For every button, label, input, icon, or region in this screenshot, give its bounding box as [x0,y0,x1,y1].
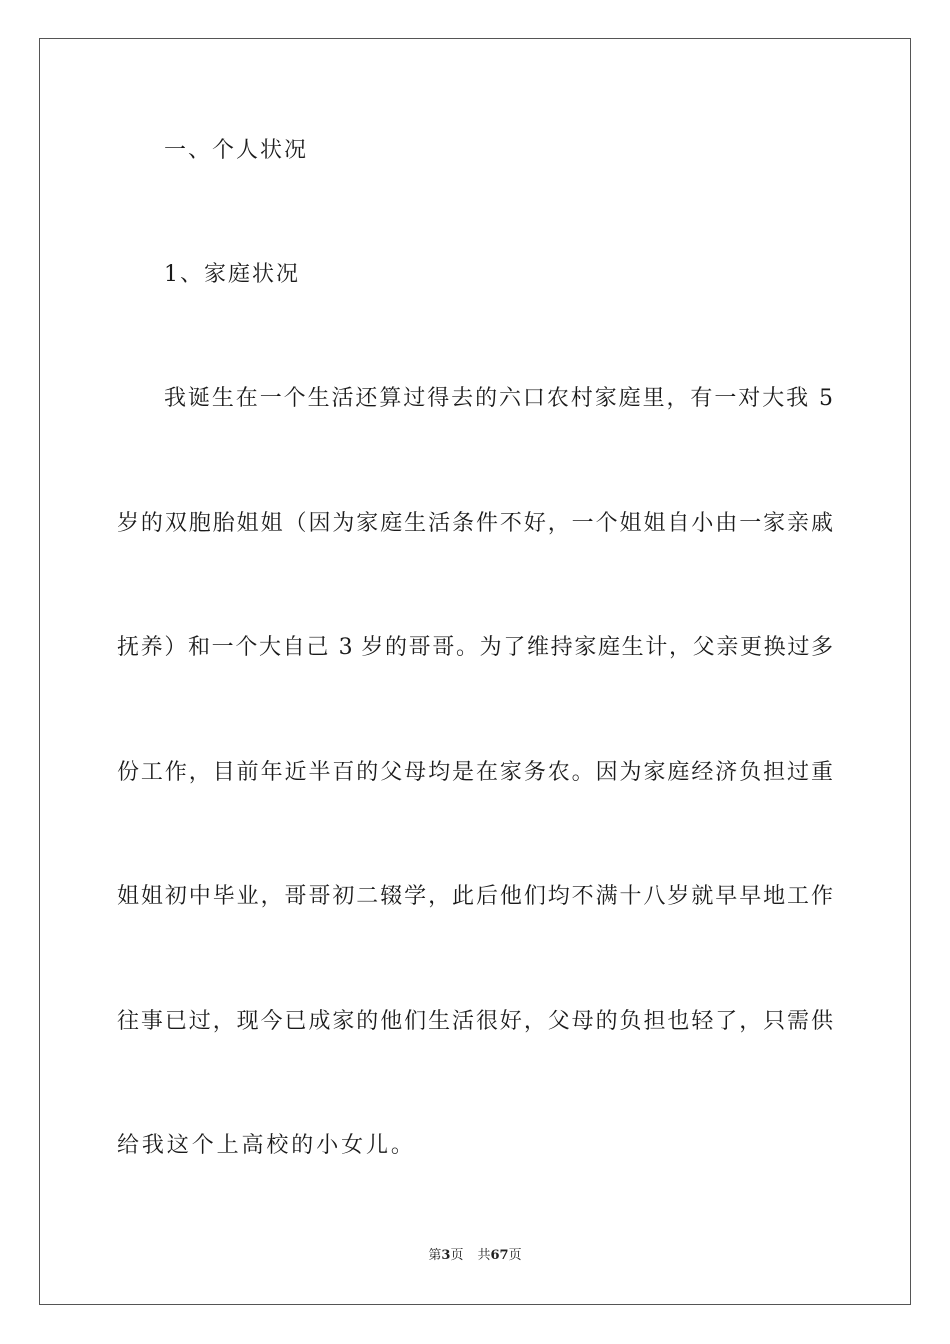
page-border [39,38,911,1305]
section-heading: 一、个人状况 [164,138,309,163]
footer-total-prefix: 共 [477,1248,491,1263]
paragraph-line: 份工作，目前年近半百的父母均是在家务农。因为家庭经济负担过重 [117,760,833,785]
paragraph-line: 姐姐初中毕业，哥哥初二辍学，此后他们均不满十八岁就早早地工作 [117,884,833,909]
footer-page-suffix: 页 [450,1248,464,1263]
footer-page-number: 3 [441,1248,451,1263]
paragraph-line: 抚养）和一个大自己 3 岁的哥哥。为了维持家庭生计，父亲更换过多 [117,635,833,660]
paragraph-line: 往事已过，现今已成家的他们生活很好，父母的负担也轻了，只需供 [117,1009,833,1034]
footer-page-prefix: 第 [428,1248,442,1263]
paragraph-line: 我诞生在一个生活还算过得去的六口农村家庭里，有一对大我 5 [164,386,833,411]
paragraph-line: 给我这个上高校的小女儿。 [117,1133,416,1158]
footer-total-pages: 67 [490,1248,509,1263]
footer-total-suffix: 页 [508,1248,522,1263]
paragraph-line: 岁的双胞胎姐姐（因为家庭生活条件不好，一个姐姐自小由一家亲戚 [117,511,833,536]
subsection-heading: 1、家庭状况 [164,262,300,287]
page-footer [0,1247,950,1265]
